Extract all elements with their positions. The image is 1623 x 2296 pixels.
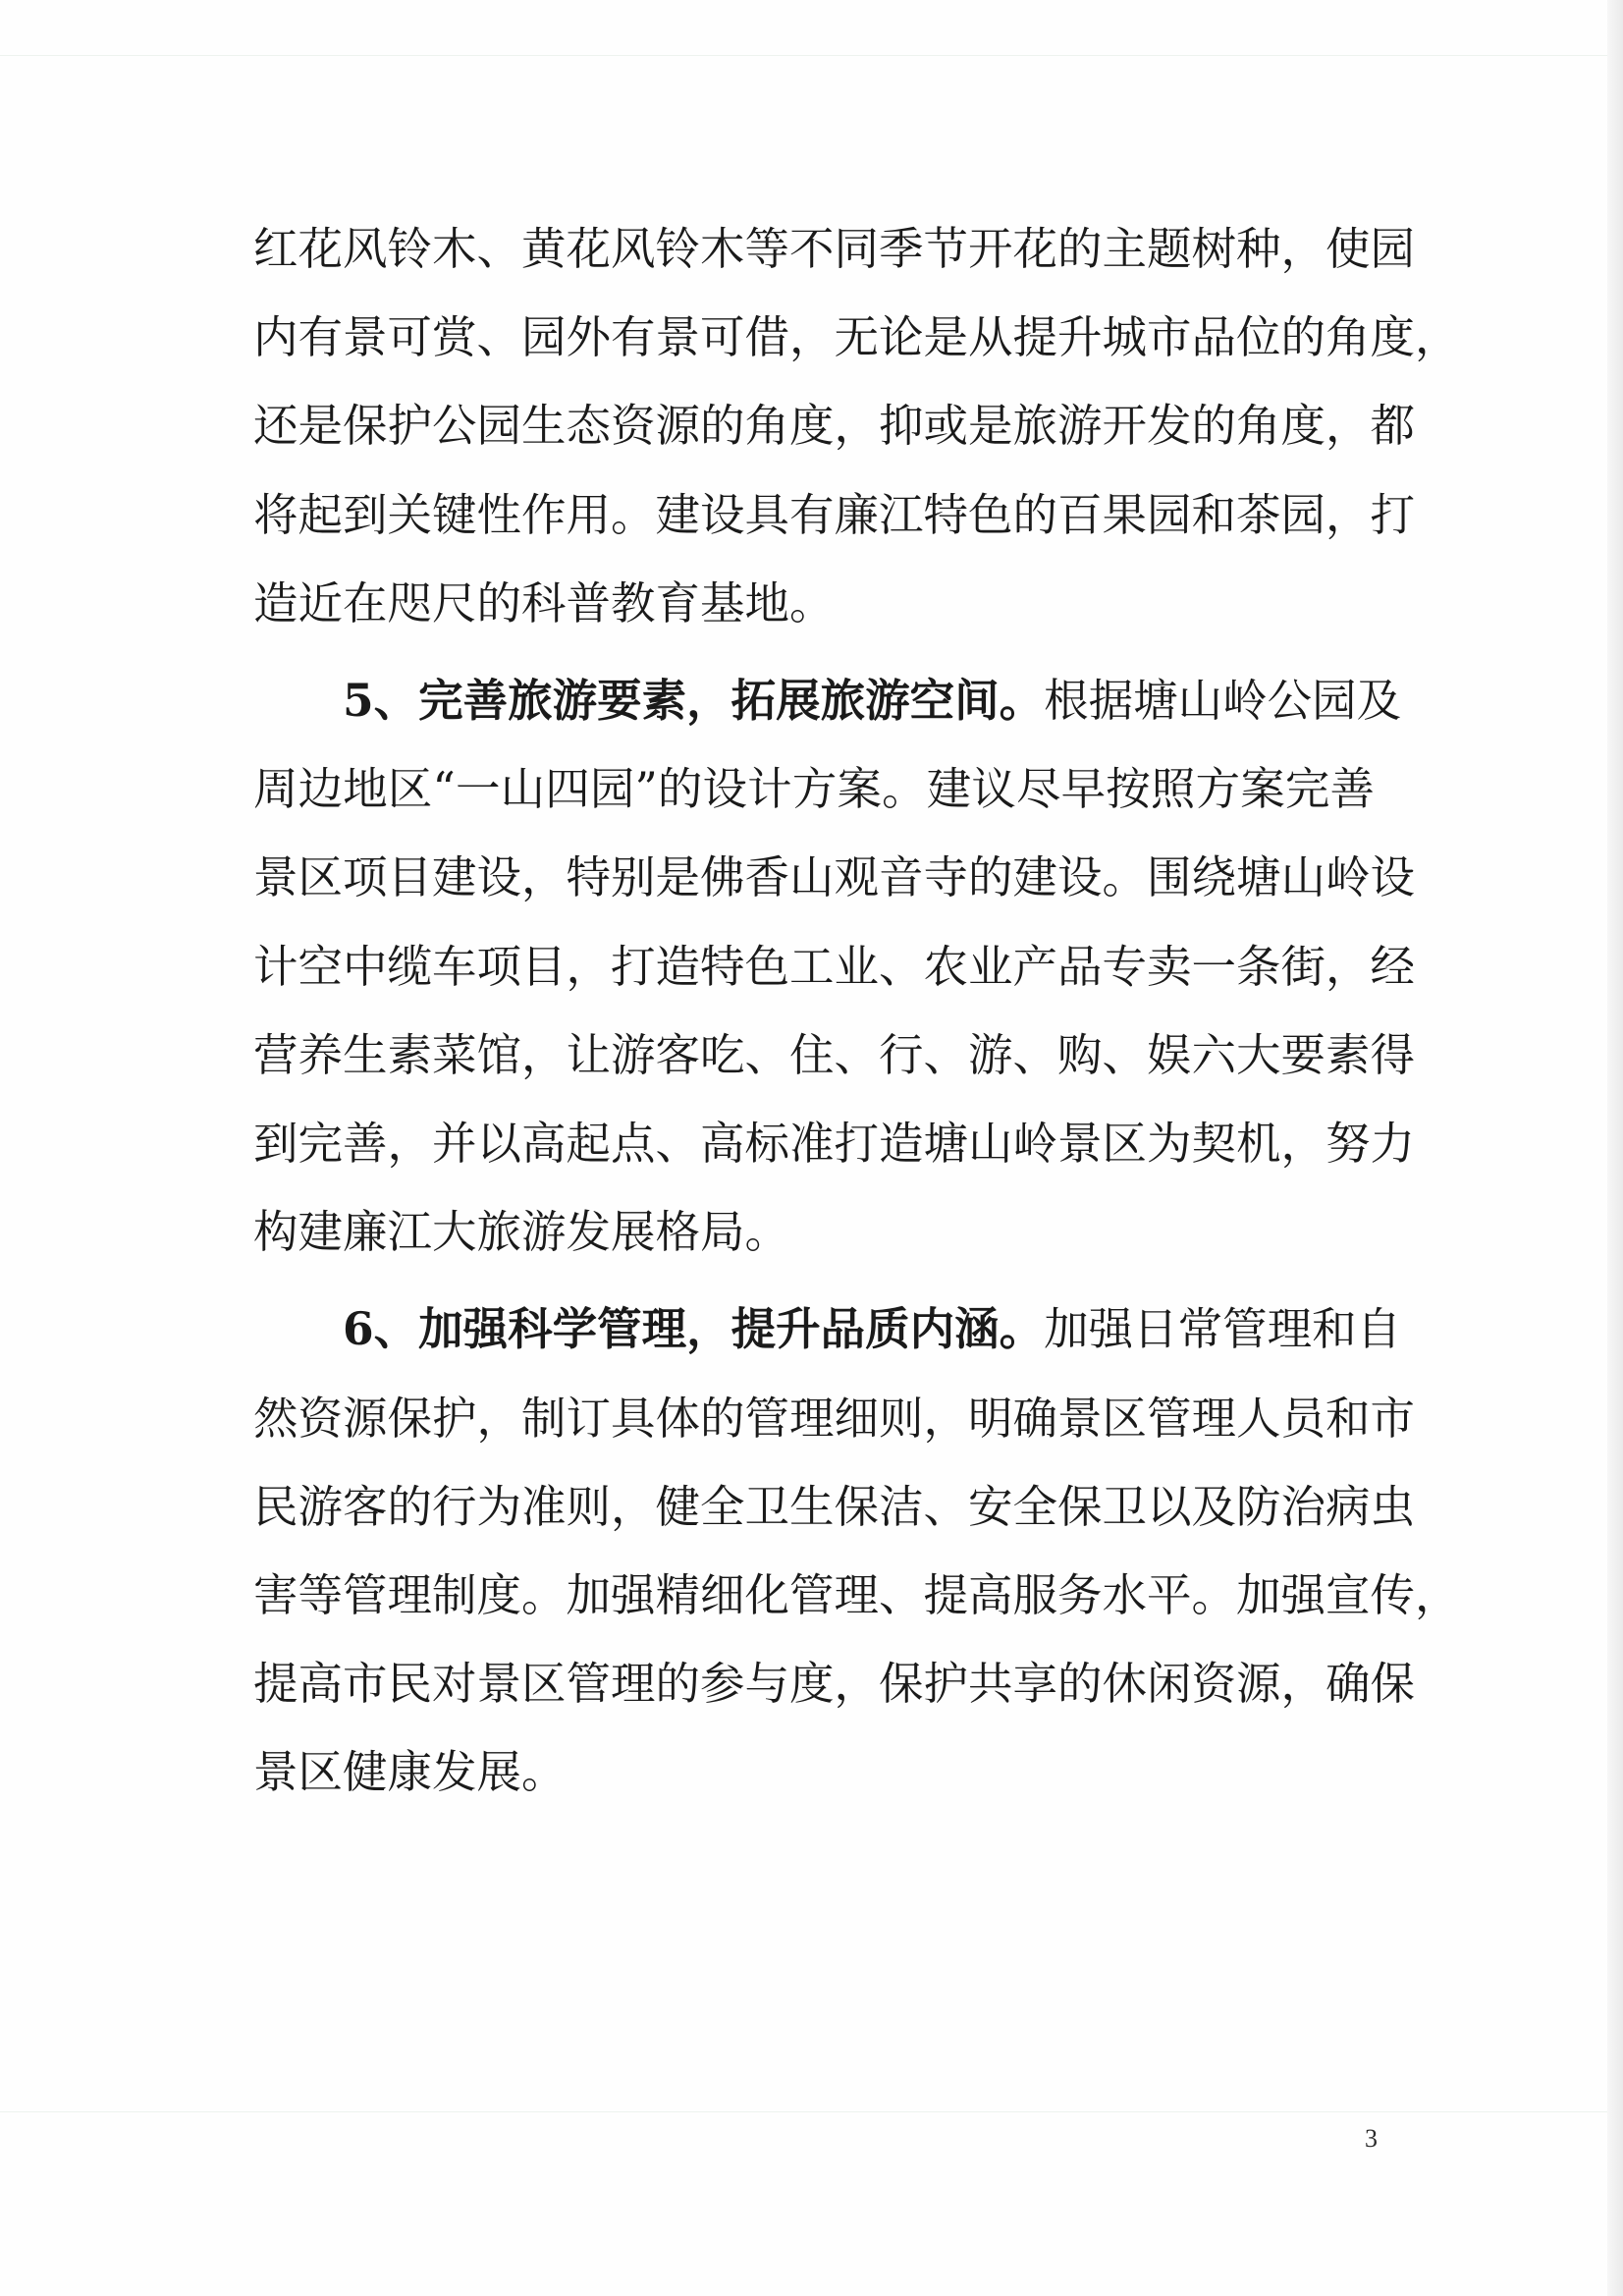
- paragraph-continuation: [253, 205, 1460, 648]
- text-line: 内有景可赏、园外有景可借，无论是从提升城市品位的角度，: [253, 311, 1460, 364]
- paragraph-section-6: [253, 1285, 1460, 1817]
- section-heading-5: 5、完善旅游要素，拓展旅游空间。: [343, 674, 1045, 728]
- text-line: 还是保护公园生态资源的角度，抑或是旅游开发的角度，都: [253, 400, 1416, 453]
- text-line: 将起到关键性作用。建设具有廉江特色的百果园和茶园，打: [253, 488, 1416, 541]
- page-number: 3: [1365, 2124, 1378, 2153]
- text-line-first: [253, 656, 1402, 745]
- text-line: 计空中缆车项目，打造特色工业、农业产品专卖一条街，经: [253, 940, 1416, 993]
- text-line: 民游客的行为准则，健全卫生保洁、安全保卫以及防治病虫: [253, 1480, 1416, 1533]
- text-run: 根据塘山岭公园及: [1044, 675, 1402, 728]
- section-heading-6: 6、加强科学管理，提升品质内涵。: [343, 1302, 1045, 1356]
- text-line: 然资源保护，制订具体的管理细则，明确景区管理人员和市: [253, 1392, 1416, 1445]
- text-line-first: [253, 1285, 1402, 1374]
- text-line: 到完善，并以高起点、高标准打造塘山岭景区为契机，努力: [253, 1118, 1416, 1171]
- text-line: 营养生素菜馆，让游客吃、住、行、游、购、娱六大要素得: [253, 1028, 1416, 1081]
- text-line: 景区健康发展。: [253, 1746, 567, 1799]
- text-line: 景区项目建设，特别是佛香山观音寺的建设。围绕塘山岭设: [253, 851, 1416, 904]
- text-line: 提高市民对景区管理的参与度，保护共享的休闲资源，确保: [253, 1658, 1416, 1711]
- text-line: 红花风铃木、黄花风铃木等不同季节开花的主题树种，使园: [253, 223, 1416, 275]
- paragraph-section-5: [253, 656, 1416, 1277]
- scan-artifact-line-top: [0, 55, 1607, 56]
- scan-edge: [1607, 0, 1623, 2296]
- text-run: 加强日常管理和自: [1044, 1303, 1402, 1356]
- text-line: 周边地区“一山四园”的设计方案。建议尽早按照方案完善: [253, 763, 1375, 816]
- text-line: 造近在咫尺的科普教育基地。: [253, 576, 835, 629]
- text-line: 害等管理制度。加强精细化管理、提高服务水平。加强宣传，: [253, 1569, 1460, 1622]
- document-body: [253, 205, 1460, 1818]
- text-line: 构建廉江大旅游发展格局。: [253, 1206, 790, 1259]
- scan-artifact-line-bottom: [0, 2111, 1607, 2112]
